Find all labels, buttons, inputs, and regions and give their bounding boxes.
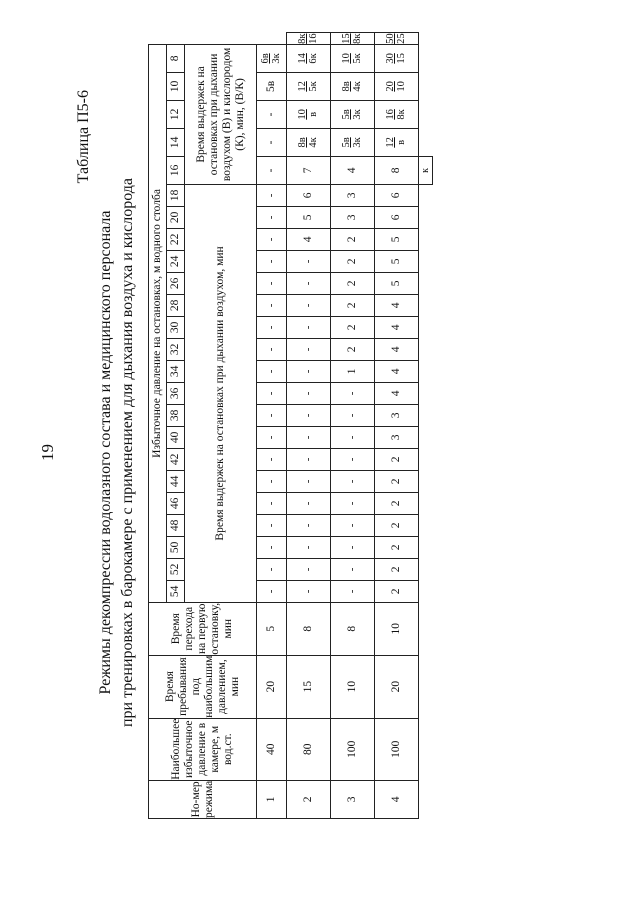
row-trans: 5 xyxy=(257,602,287,655)
mixed-stop-fraction xyxy=(331,100,375,128)
air-stop-cell: - xyxy=(287,536,331,558)
depth-header: 16 xyxy=(167,156,185,184)
fraction-numerator: 8в xyxy=(341,81,352,92)
mixed-stop-fraction xyxy=(375,33,419,45)
depth-header: 22 xyxy=(167,228,185,250)
row-max: 80 xyxy=(287,718,331,780)
depth-header: 24 xyxy=(167,250,185,272)
fraction xyxy=(385,33,407,44)
depth-header: 34 xyxy=(167,360,185,382)
row-num: 1 xyxy=(257,780,287,818)
page-title xyxy=(95,0,139,905)
mixed-stop-fraction xyxy=(287,128,331,156)
air-stop-cell: - xyxy=(257,426,287,448)
fraction-denominator: 10 xyxy=(396,81,407,92)
mixed-stop-fraction xyxy=(375,128,419,156)
air-stop-cell: 4 xyxy=(375,338,419,360)
fraction-denominator: 8к xyxy=(352,33,363,44)
row-num: 3 xyxy=(331,780,375,818)
mixed-stop-cell: 8 xyxy=(375,156,419,184)
fraction xyxy=(341,109,363,119)
depth-header: 44 xyxy=(167,470,185,492)
air-stop-cell: - xyxy=(287,294,331,316)
fraction-denominator: 3к xyxy=(352,137,363,148)
air-stop-cell: 5 xyxy=(375,250,419,272)
depth-header: 8 xyxy=(167,44,185,72)
col-header-max-pressure: Наибольшее избыточное давление в камере, м вод.ст. xyxy=(149,718,257,780)
air-stop-cell: - xyxy=(257,536,287,558)
depth-header: 48 xyxy=(167,514,185,536)
fraction-denominator: 15 xyxy=(396,53,407,64)
row-max: 40 xyxy=(257,718,287,780)
air-stop-cell: - xyxy=(257,338,287,360)
air-stop-cell: 6 xyxy=(375,206,419,228)
air-stop-cell: - xyxy=(287,470,331,492)
fraction-numerator: 50 xyxy=(385,33,396,44)
fraction-numerator: 10 xyxy=(297,109,308,120)
depth-header: 10 xyxy=(167,72,185,100)
air-stop-cell: - xyxy=(331,382,375,404)
air-stop-cell: - xyxy=(287,558,331,580)
air-stop-cell: 2 xyxy=(375,448,419,470)
air-stop-cell: - xyxy=(287,426,331,448)
depth-header: 26 xyxy=(167,272,185,294)
air-stop-cell: 5 xyxy=(287,206,331,228)
air-stop-cell: 3 xyxy=(331,206,375,228)
air-stop-cell: 5 xyxy=(375,228,419,250)
air-stop-cell: - xyxy=(331,448,375,470)
fraction xyxy=(297,109,319,120)
air-stop-cell: 3 xyxy=(375,404,419,426)
fraction xyxy=(297,53,319,64)
air-stop-cell: - xyxy=(257,558,287,580)
air-stop-cell: 4 xyxy=(375,294,419,316)
air-stop-cell: - xyxy=(287,382,331,404)
mixed-stop-cell: - xyxy=(257,128,287,156)
fraction xyxy=(385,81,407,92)
fraction-denominator: в xyxy=(308,111,319,117)
air-stop-cell: 6 xyxy=(375,184,419,206)
air-stop-cell: - xyxy=(287,338,331,360)
air-stop-cell: - xyxy=(287,250,331,272)
mixed-stop-fraction xyxy=(331,72,375,100)
fraction-denominator: 3к xyxy=(352,109,363,120)
air-stop-cell: 5 xyxy=(375,272,419,294)
fraction xyxy=(341,81,363,91)
mixed-stop-fraction xyxy=(375,44,419,72)
air-stop-cell: - xyxy=(257,470,287,492)
air-stop-cell: 2 xyxy=(331,272,375,294)
depth-header: 36 xyxy=(167,382,185,404)
mixed-stop-fraction xyxy=(375,72,419,100)
fraction-numerator: 8к xyxy=(297,33,308,44)
fraction-numerator: 10 xyxy=(341,53,352,64)
gas-marker: к xyxy=(420,168,431,173)
fraction-denominator: 16 xyxy=(308,33,319,44)
air-stop-cell: 6 xyxy=(287,184,331,206)
depth-header: 40 xyxy=(167,426,185,448)
air-stop-cell: - xyxy=(287,272,331,294)
mixed-stop-fraction xyxy=(331,44,375,72)
depth-header: 46 xyxy=(167,492,185,514)
air-stop-cell: - xyxy=(257,580,287,602)
air-stop-cell: - xyxy=(331,426,375,448)
fraction xyxy=(341,53,363,64)
air-stop-cell: 2 xyxy=(375,558,419,580)
mixed-stop-fraction xyxy=(287,72,331,100)
depth-header: 32 xyxy=(167,338,185,360)
depth-header: 12 xyxy=(167,100,185,128)
air-stop-cell: - xyxy=(257,294,287,316)
row-max: 100 xyxy=(375,718,419,780)
fraction xyxy=(260,53,282,63)
air-stop-cell: 2 xyxy=(331,338,375,360)
mixed-stop-cell: 7 xyxy=(287,156,331,184)
row-trans: 10 xyxy=(375,602,419,655)
air-stop-cell: - xyxy=(287,580,331,602)
gas-marker-cell xyxy=(419,156,433,184)
fraction xyxy=(385,137,407,148)
air-stop-cell: 2 xyxy=(375,514,419,536)
depth-header: 54 xyxy=(167,580,185,602)
decompression-table xyxy=(148,32,433,819)
air-stop-cell: - xyxy=(257,514,287,536)
table-row xyxy=(287,33,331,819)
air-stop-cell: - xyxy=(331,514,375,536)
air-stop-cell: - xyxy=(257,250,287,272)
air-stop-cell: 3 xyxy=(331,184,375,206)
air-stop-cell: 2 xyxy=(375,536,419,558)
air-stop-cell: 4 xyxy=(287,228,331,250)
mixed-stop-fraction xyxy=(331,128,375,156)
air-stop-cell: - xyxy=(257,206,287,228)
gas-marker-pad xyxy=(419,184,433,818)
air-stop-cell: - xyxy=(287,404,331,426)
air-stop-cell: 4 xyxy=(375,360,419,382)
fraction xyxy=(385,109,407,120)
air-stop-cell: - xyxy=(257,228,287,250)
fraction-denominator: 8к xyxy=(396,109,407,120)
depth-header: 30 xyxy=(167,316,185,338)
depth-header: 38 xyxy=(167,404,185,426)
fraction xyxy=(341,33,363,44)
fraction-numerator: 12 xyxy=(385,137,396,148)
row-trans: 8 xyxy=(287,602,331,655)
mixed-stop-fraction xyxy=(257,44,287,72)
fraction xyxy=(297,81,319,92)
air-stop-cell: - xyxy=(331,404,375,426)
fraction-denominator: 4к xyxy=(308,137,319,148)
col-header-stop-pressure: Избыточное давление на остановках, м водного столба xyxy=(149,44,167,602)
gas-marker-row xyxy=(419,33,433,819)
row-stay: 10 xyxy=(331,655,375,718)
fraction-denominator: 25 xyxy=(396,33,407,44)
fraction-denominator: 5к xyxy=(308,81,319,92)
fraction-numerator: 14 xyxy=(297,53,308,64)
air-stop-cell: - xyxy=(287,492,331,514)
air-stop-cell: - xyxy=(257,382,287,404)
fraction xyxy=(385,53,407,64)
mixed-stop-fraction xyxy=(375,100,419,128)
air-stop-cell: - xyxy=(257,492,287,514)
table-label: Таблица П5-6 xyxy=(75,90,92,184)
mixed-stop-fraction xyxy=(287,33,331,45)
row-trans: 8 xyxy=(331,602,375,655)
fraction-denominator: 6к xyxy=(308,53,319,64)
air-oxygen-stops-note: Время выдержек на остановках при дыхании воздухом (В) и кислородом (К), мин, (В/К) xyxy=(185,44,257,184)
air-stop-cell: - xyxy=(331,492,375,514)
header-row-group xyxy=(149,33,167,819)
air-stop-cell: 1 xyxy=(331,360,375,382)
mixed-stop-cell: 5в xyxy=(257,72,287,100)
air-stop-cell: - xyxy=(287,448,331,470)
row-num: 2 xyxy=(287,780,331,818)
fraction xyxy=(341,137,363,147)
table-row xyxy=(257,33,287,819)
fraction-numerator: 16 xyxy=(385,109,396,120)
mixed-stop-cell: 4 xyxy=(331,156,375,184)
depth-header: 20 xyxy=(167,206,185,228)
air-stop-cell: 2 xyxy=(375,470,419,492)
air-stop-cell: - xyxy=(257,272,287,294)
fraction-numerator: 20 xyxy=(385,81,396,92)
fraction-denominator: 4к xyxy=(352,81,363,92)
air-stop-cell: 4 xyxy=(375,382,419,404)
depth-header: 52 xyxy=(167,558,185,580)
row-stay: 15 xyxy=(287,655,331,718)
air-stop-cell: 2 xyxy=(375,492,419,514)
col-header-stay-time: Время пребывания под наибольшим давлением, мин xyxy=(149,655,257,718)
air-stops-note: Время выдержек на остановках при дыхании воздухом, мин xyxy=(185,184,257,602)
fraction-numerator: 6в xyxy=(260,53,271,64)
title-line-1: Режимы декомпрессии водолазного состава и медицинского персонала xyxy=(97,210,114,695)
mixed-stop-cell: - xyxy=(257,100,287,128)
fraction-denominator: 3к xyxy=(271,53,282,64)
depth-header: 18 xyxy=(167,184,185,206)
air-stop-cell: - xyxy=(257,404,287,426)
col-header-number: Но-мер режима xyxy=(149,780,257,818)
air-stop-cell: - xyxy=(331,470,375,492)
air-stop-cell: - xyxy=(287,360,331,382)
air-stop-cell: 2 xyxy=(331,294,375,316)
depth-header: 14 xyxy=(167,128,185,156)
fraction-numerator: 30 xyxy=(385,53,396,64)
fraction xyxy=(297,137,319,147)
air-stop-cell: 2 xyxy=(331,228,375,250)
air-stop-cell: 2 xyxy=(375,580,419,602)
air-stop-cell: - xyxy=(331,580,375,602)
mixed-stop-fraction xyxy=(331,33,375,45)
air-stop-cell: 2 xyxy=(331,250,375,272)
title-line-2: при тренировках в барокамере с применением для дыхания воздуха и кислорода xyxy=(119,178,136,727)
depth-header: 28 xyxy=(167,294,185,316)
fraction xyxy=(297,33,319,44)
row-stay: 20 xyxy=(375,655,419,718)
air-stop-cell: 2 xyxy=(331,316,375,338)
air-stop-cell: - xyxy=(331,536,375,558)
fraction-numerator: 5в xyxy=(341,137,352,148)
air-stop-cell: - xyxy=(287,316,331,338)
air-stop-cell: - xyxy=(257,184,287,206)
row-num: 4 xyxy=(375,780,419,818)
table-row xyxy=(375,33,419,819)
air-stop-cell: - xyxy=(257,360,287,382)
mixed-stop-cell: - xyxy=(257,156,287,184)
depth-header: 50 xyxy=(167,536,185,558)
mixed-stop-fraction xyxy=(287,44,331,72)
mixed-stop-fraction xyxy=(287,100,331,128)
fraction-numerator: 12 xyxy=(297,81,308,92)
air-stop-cell: 4 xyxy=(375,316,419,338)
air-stop-cell: - xyxy=(257,316,287,338)
row-stay: 20 xyxy=(257,655,287,718)
depth-header: 42 xyxy=(167,448,185,470)
table-row xyxy=(331,33,375,819)
air-stop-cell: 3 xyxy=(375,426,419,448)
col-header-transition-time: Время перехода на первую остановку, мин xyxy=(149,602,257,655)
air-stop-cell: - xyxy=(257,448,287,470)
fraction-numerator: 5в xyxy=(341,109,352,120)
fraction-numerator: 8в xyxy=(297,137,308,148)
page-number: 19 xyxy=(38,444,57,461)
row-max: 100 xyxy=(331,718,375,780)
air-stop-cell: - xyxy=(287,514,331,536)
fraction-numerator: 15 xyxy=(341,33,352,44)
air-stop-cell: - xyxy=(331,558,375,580)
fraction-denominator: 5к xyxy=(352,53,363,64)
fraction-denominator: в xyxy=(396,139,407,145)
